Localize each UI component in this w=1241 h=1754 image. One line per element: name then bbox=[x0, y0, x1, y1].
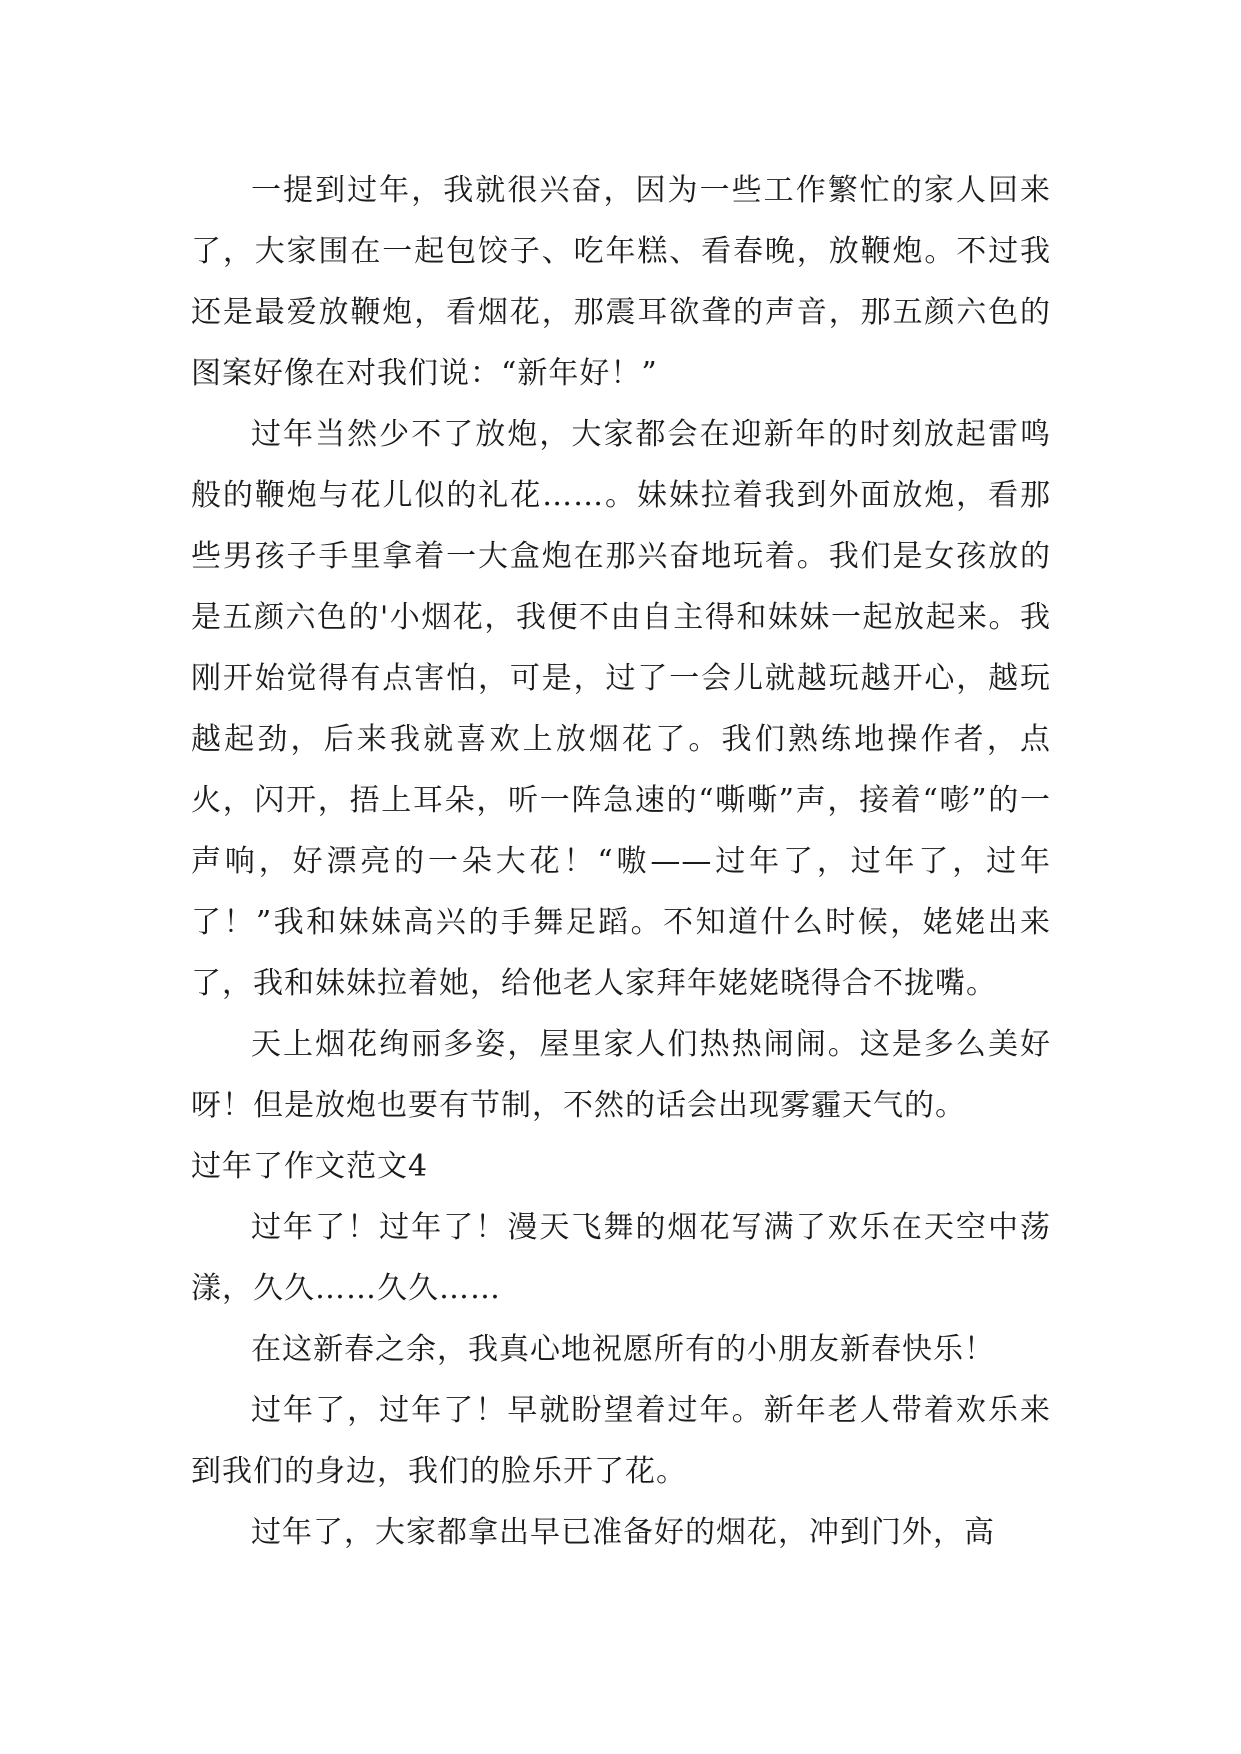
paragraph-4: 过年了！过年了！漫天飞舞的烟花写满了欢乐在天空中荡漾，久久……久久…… bbox=[191, 1210, 1051, 1306]
paragraph-1: 一提到过年，我就很兴奋，因为一些工作繁忙的家人回来了，大家围在一起包饺子、吃年糕、看春晚，放鞭炮。不过我还是最爱放鞭炮，看烟花，那震耳欲聋的声音，那五颜六色的图案好像在对我们说：“新年好！” bbox=[191, 173, 1051, 391]
paragraph-3: 天上烟花绚丽多姿，屋里家人们热热闹闹。这是多么美好呀！但是放炮也要有节制，不然的话会出现雾霾天气的。 bbox=[191, 1027, 1051, 1123]
document-body bbox=[191, 160, 1051, 1563]
paragraph-7: 过年了，大家都拿出早已准备好的烟花，冲到门外，高 bbox=[251, 1515, 995, 1550]
paragraph-5: 在这新春之余，我真心地祝愿所有的小朋友新春快乐！ bbox=[251, 1332, 995, 1367]
paragraph-2: 过年当然少不了放炮，大家都会在迎新年的时刻放起雷鸣般的鞭炮与花儿似的礼花……。妹妹拉着我到外面放炮，看那些男孩子手里拿着一大盒炮在那兴奋地玩着。我们是女孩放的是五颜六色的'小烟花，我便不由自主得和妹妹一起放起来。我刚开始觉得有点害怕，可是，过了一会儿就越玩越开心，越玩越起劲，后来我就喜欢上放烟花了。我们熟练地操作者，点火，闪开，捂上耳朵，听一阵急速的“嘶嘶”声，接着“嘭”的一声响，好漂亮的一朵大花！“嗷——过年了，过年了，过年了！”我和妹妹高兴的手舞足蹈。不知道什么时候，姥姥出来了，我和妹妹拉着她，给他老人家拜年姥姥晓得合不拢嘴。 bbox=[191, 417, 1051, 1001]
paragraph-6: 过年了，过年了！早就盼望着过年。新年老人带着欢乐来到我们的身边，我们的脸乐开了花。 bbox=[191, 1393, 1051, 1489]
section-title: 过年了作文范文4 bbox=[191, 1149, 429, 1184]
